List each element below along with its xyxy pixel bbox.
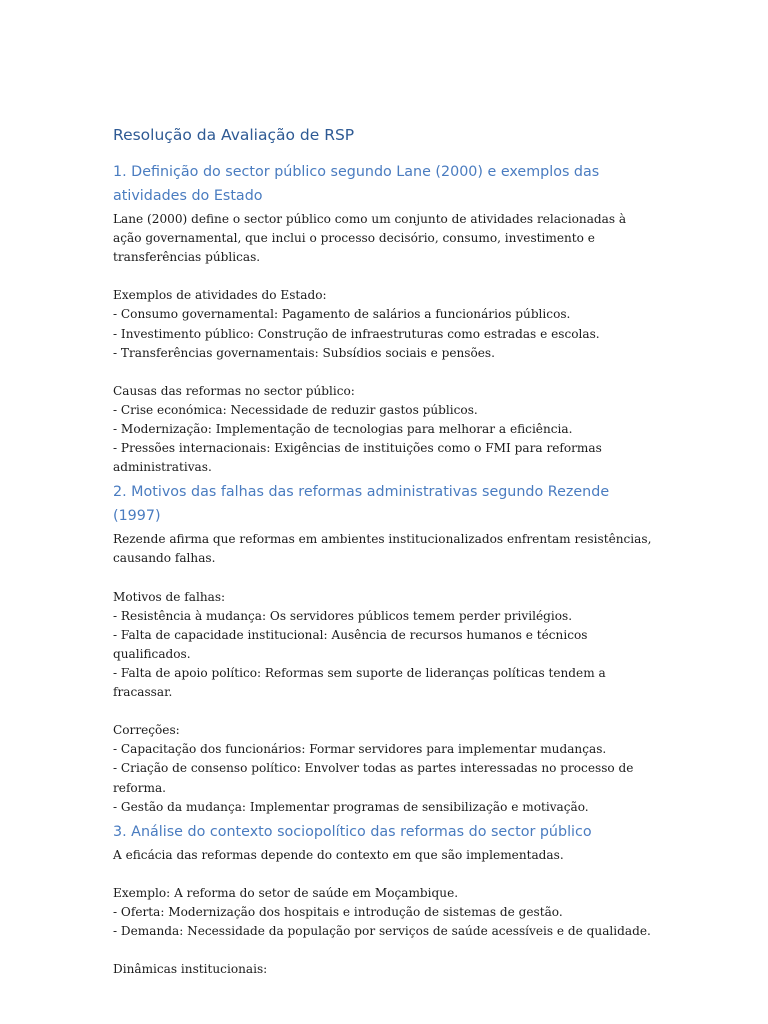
paragraph — [113, 382, 653, 477]
section-2 — [113, 480, 653, 816]
paragraph-gap — [113, 267, 653, 286]
document-sections — [113, 160, 653, 979]
list-item: - Investimento público: Construção de infraestruturas como estradas e escolas. — [113, 326, 600, 341]
text-line: Exemplo: A reforma do setor de saúde em Moçambique. — [113, 885, 459, 900]
paragraph — [113, 286, 653, 362]
section-heading-block — [113, 820, 653, 844]
paragraph — [113, 210, 653, 267]
paragraph-gap — [113, 865, 653, 884]
section-3 — [113, 820, 653, 980]
section-1 — [113, 160, 653, 477]
paragraph — [113, 960, 653, 979]
paragraph-gap — [113, 569, 653, 588]
list-item: - Resistência à mudança: Os servidores públicos temem perder privilégios. — [113, 608, 573, 623]
list-item: - Demanda: Necessidade da população por serviços de saúde acessíveis e de qualidade. — [113, 924, 651, 939]
document-page — [113, 124, 653, 982]
list-item: - Oferta: Modernização dos hospitais e introdução de sistemas de gestão. — [113, 905, 563, 919]
section-heading-block — [113, 480, 653, 528]
paragraph — [113, 846, 653, 865]
text-line: Correções: — [113, 723, 180, 738]
paragraph-gap — [113, 363, 653, 382]
list-item: - Gestão da mudança: Implementar programas de sensibilização e motivação. — [113, 799, 589, 814]
text-line: Dinâmicas institucionais: — [113, 962, 268, 977]
text-line: A eficácia das reformas depende do contexto em que são implementadas. — [113, 847, 564, 862]
section-heading: 2. Motivos das falhas das reformas administrativas segundo Rezende (1997) — [113, 484, 610, 525]
list-item: - Pressões internacionais: Exigências de instituições como o FMI para reformas administrativas. — [113, 441, 602, 475]
list-item: - Transferências governamentais: Subsídios sociais e pensões. — [113, 345, 495, 360]
section-heading: 3. Análise do contexto sociopolítico das reformas do sector público — [113, 823, 592, 840]
list-item: - Criação de consenso político: Envolver todas as partes interessadas no processo de reforma. — [113, 761, 634, 795]
text-line: Motivos de falhas: — [113, 589, 226, 604]
paragraph-gap — [113, 941, 653, 960]
paragraph-gap — [113, 702, 653, 721]
document-title: Resolução da Avaliação de RSP — [113, 126, 355, 144]
paragraph — [113, 530, 653, 568]
paragraph — [113, 884, 653, 941]
paragraph — [113, 721, 653, 816]
text-line: Causas das reformas no sector público: — [113, 383, 355, 398]
text-line: Exemplos de atividades do Estado: — [113, 288, 327, 303]
list-item: - Consumo governamental: Pagamento de salários a funcionários públicos. — [113, 307, 571, 322]
text-line: Rezende afirma que reformas em ambientes institucionalizados enfrentam resistências, causando falhas. — [113, 532, 652, 566]
text-line: Lane (2000) define o sector público como um conjunto de atividades relacionadas à ação governamental, que inclui o processo decisório, consumo, investimento e transferências públicas. — [113, 212, 627, 265]
paragraph — [113, 588, 653, 703]
section-heading-block — [113, 160, 653, 208]
list-item: - Capacitação dos funcionários: Formar servidores para implementar mudanças. — [113, 742, 607, 757]
list-item: - Modernização: Implementação de tecnologias para melhorar a eficiência. — [113, 422, 573, 437]
list-item: - Falta de capacidade institucional: Ausência de recursos humanos e técnicos qualificados. — [113, 627, 588, 661]
section-heading: 1. Definição do sector público segundo Lane (2000) e exemplos das atividades do Estado — [113, 164, 600, 204]
list-item: - Crise económica: Necessidade de reduzir gastos públicos. — [113, 402, 478, 417]
list-item: - Falta de apoio político: Reformas sem suporte de lideranças políticas tendem a fracassar. — [113, 665, 606, 700]
